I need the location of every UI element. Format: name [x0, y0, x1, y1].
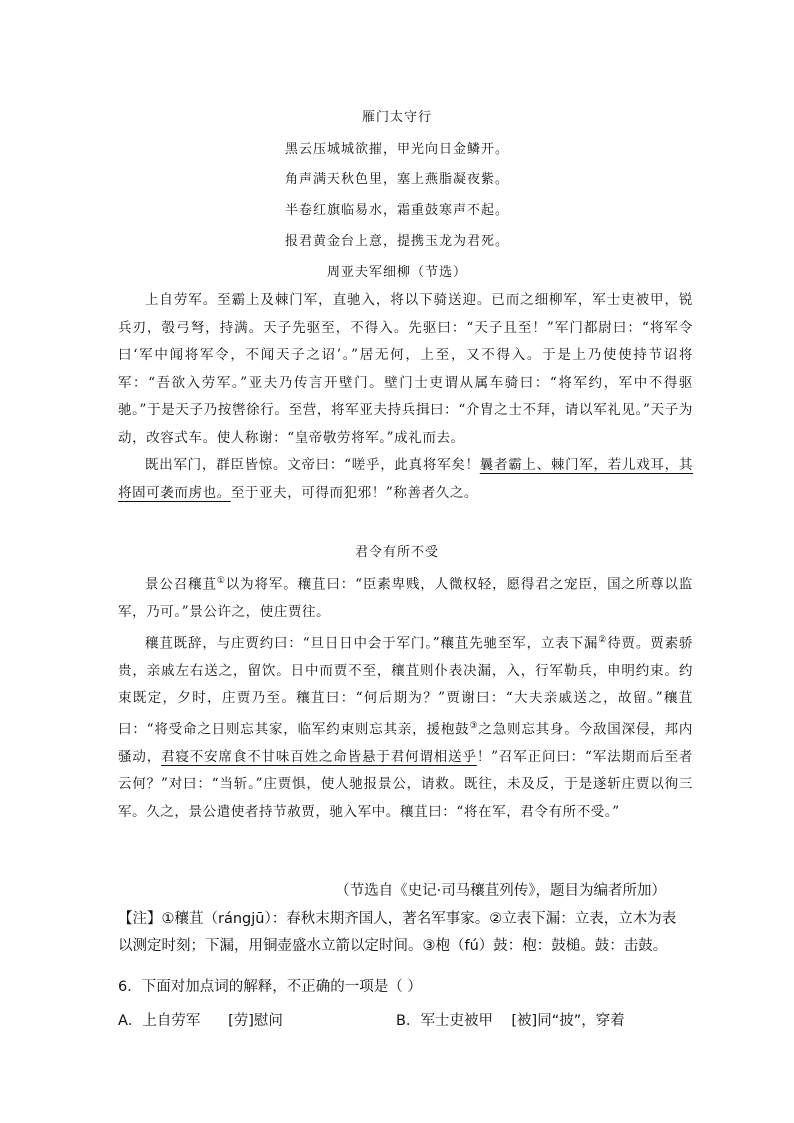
poem-line-1: 黑云压城城欲摧，甲光向日金鳞开。: [284, 142, 509, 157]
poem-title: 雁门太守行: [361, 110, 432, 125]
text1-body: [118, 287, 693, 507]
text2-title: 君令有所不受: [354, 545, 439, 560]
text2-body: [118, 568, 693, 826]
footnote: 【注】①穰苴（rángjū）：春秋末期齐国人，著名军事家。②立表下漏：立表，立木为表以测定时刻；下漏，用铜壶盛水立箭以定时间。③枹（fú）鼓：枹：鼓槌。鼓：击鼓。: [118, 911, 677, 954]
question-stem: 6．下面对加点词的解释，不正确的一项是（ ）: [118, 979, 422, 995]
poem-line-4: 报君黄金台上意，提携玉龙为君死。: [284, 234, 509, 249]
note-marker-2: ②: [598, 634, 608, 645]
note-marker-1: ①: [216, 576, 226, 586]
text2-paragraph-2: 穰苴既辞，与庄贾约曰：“旦日日中会于军门。”穰苴先驰至军，立表下漏②待贾。贾素骄贵，亲戚左右送之，留饮。日中而贾不至，穰苴则仆表决漏，入，行军勒兵，申明约束。约束既定，夕时，庄贾乃至。穰苴曰：“何后期为？”贾谢曰：“大夫亲戚送之，故留。”穰苴曰：“将受命之日则忘其家，临军约束则忘其亲，援枹鼓③之急则忘其身。今敌国深侵，邦内骚动，君寝不安席食不甘味百姓之命皆悬于君何谓相送乎！”召军正问曰：“军法期而后至者云何？”对曰：“当斩。”庄贾惧，使人驰报景公，请救。既往，未及反，于是遂斩庄贾以徇三军。久之，景公遣使者持节赦贾，驰入军中。穰苴曰：“将在军，君令有所不受。”: [118, 634, 694, 820]
underlined-sentence-2: 君寝不安席食不甘味百姓之命皆悬于君何谓相送乎: [161, 748, 477, 765]
poem-line-3: 半卷红旗临易水，霜重鼓寒声不起。: [284, 203, 509, 218]
underlined-sentence-1: 曩者霸上、棘门军，若儿戏耳，其将固可袭而虏也。: [118, 457, 693, 501]
poem-line-2: 角声满天秋色里，塞上燕脂凝夜紫。: [284, 172, 509, 187]
source-citation: （节选自《史记·司马穰苴列传》，题目为编者所加）: [335, 883, 666, 899]
text1-title: 周亚夫军细柳（节选）: [326, 265, 467, 280]
text1-paragraph-2: 既出军门，群臣皆惊。文帝曰：“嗟乎，此真将军矣！曩者霸上、棘门军，若儿戏耳，其将固可袭而虏也。至于亚夫，可得而犯邪！”称善者久之。: [118, 457, 693, 501]
text2-paragraph-1: 景公召穰苴①以为将军。穰苴曰：“臣素卑贱，人微权轻，愿得君之宠臣，国之所尊以监军，乃可。”景公许之，使庄贾往。: [118, 576, 694, 620]
note-marker-3: ③: [469, 720, 479, 731]
option-b: B．军士吏被甲 [被]同“披”，穿着: [396, 1013, 625, 1029]
option-a: A．上自劳军 [劳]慰问: [118, 1013, 283, 1029]
text1-paragraph-1: 上自劳军。至霸上及棘门军，直驰入，将以下骑送迎。已而之细柳军，军士吏被甲，锐兵刃，彀弓弩，持满。天子先驱至，不得入。先驱曰：“天子且至！”军门都尉曰：“将军令曰‘军中闻将军令，不闻天子之诏’。”居无何，上至，又不得入。于是上乃使使持节诏将军：“吾欲入劳军。”亚夫乃传言开壁门。壁门士吏谓从属车骑曰：“将军约，军中不得驱驰。”于是天子乃按辔徐行。至营，将军亚夫持兵揖曰：“介胄之士不拜，请以军礼见。”天子为动，改容式车。使人称谢：“皇帝敬劳将军。”成礼而去。: [118, 292, 693, 446]
